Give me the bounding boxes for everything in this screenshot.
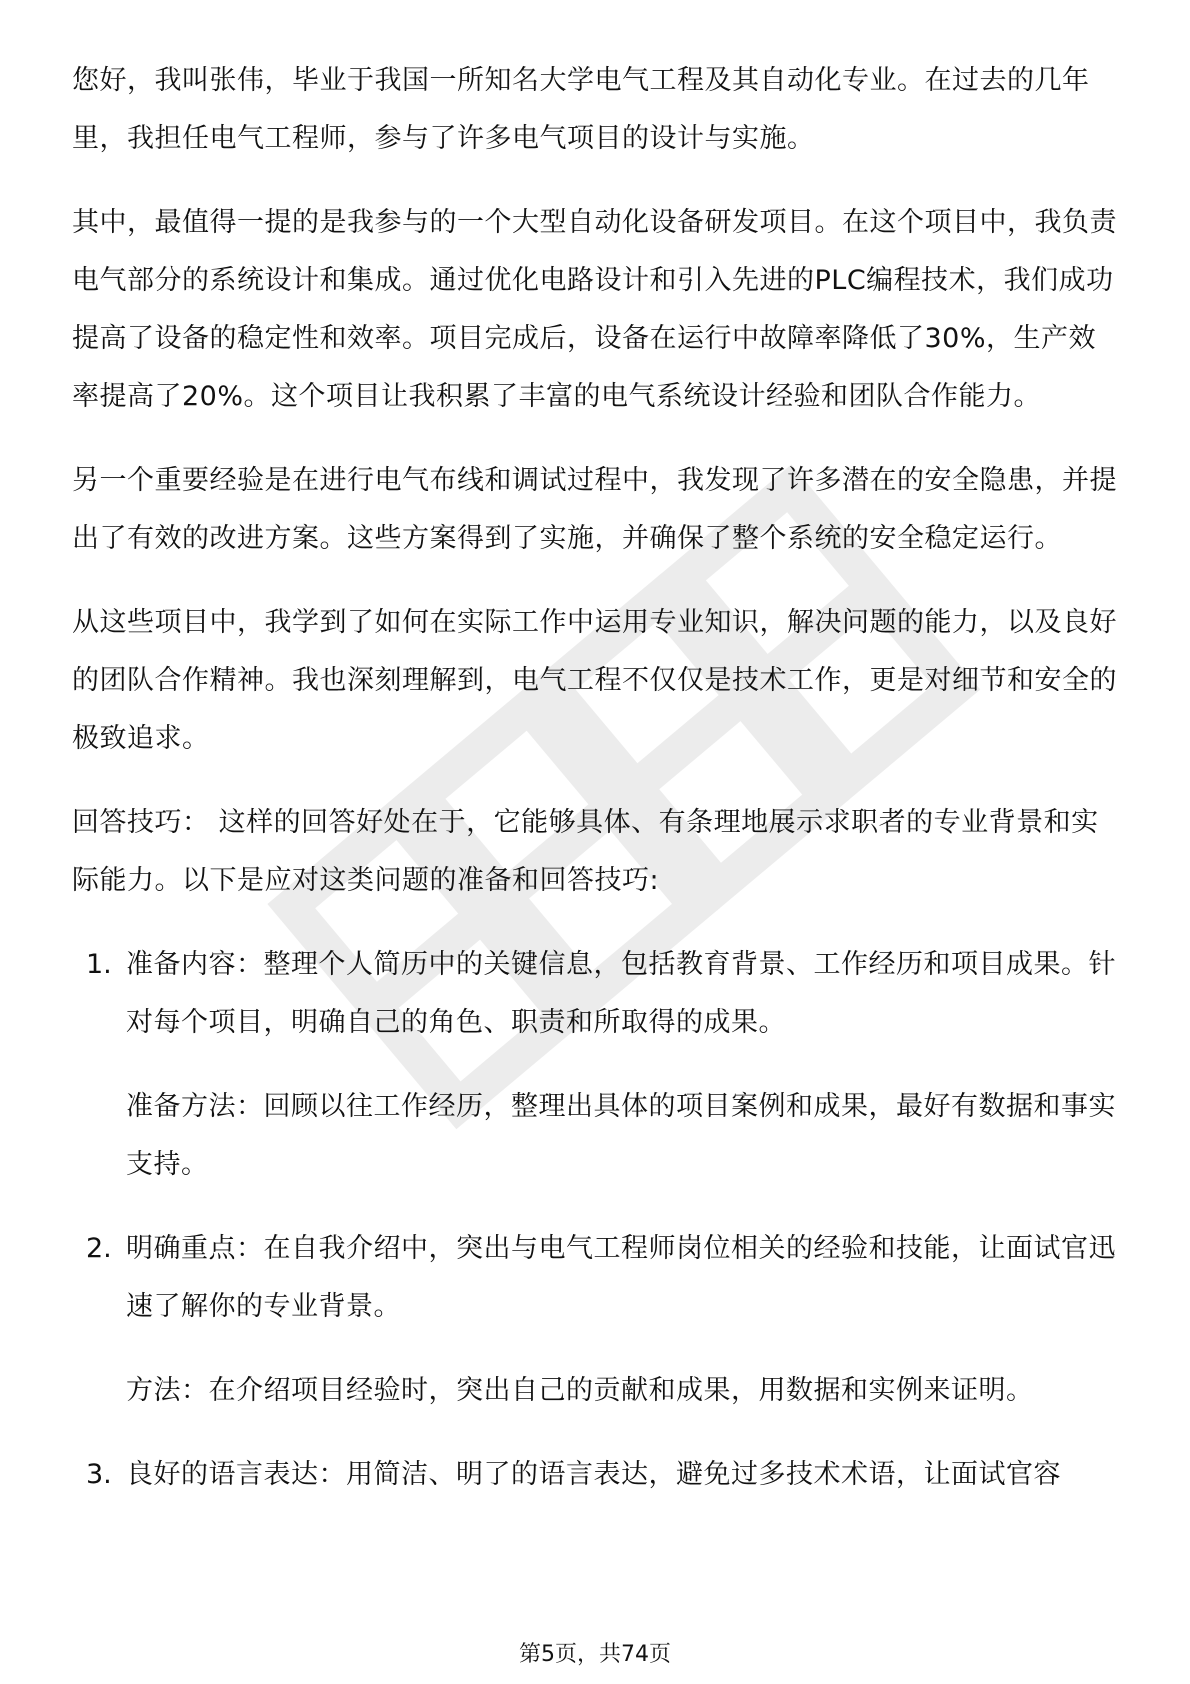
page-number-footer: 第5页，共74页 <box>519 1642 671 1667</box>
paragraph-intro: 您好，我叫张伟，毕业于我国一所知名大学电气工程及其自动化专业。在过去的几年里，我担任电气工程师，参与了许多电气项目的设计与实施。 <box>72 65 1090 154</box>
list-item-main: 明确重点：在自我介绍中，突出与电气工程师岗位相关的经验和技能，让面试官迅速了解你的专业背景。 <box>126 1233 1116 1322</box>
document-body <box>72 52 1122 1530</box>
paragraph-project: 其中，最值得一提的是我参与的一个大型自动化设备研发项目。在这个项目中，我负责电气部分的系统设计和集成。通过优化电路设计和引入先进的PLC编程技术，我们成功提高了设备的稳定性和效率。项目完成后，设备在运行中故障率降低了30%，生产效率提高了20%。这个项目让我积累了丰富的电气系统设计经验和团队合作能力。 <box>72 207 1117 412</box>
list-number: 1. <box>86 949 112 980</box>
paragraph-lessons: 从这些项目中，我学到了如何在实际工作中运用专业知识，解决问题的能力，以及良好的团队合作精神。我也深刻理解到，电气工程不仅仅是技术工作，更是对细节和安全的极致追求。 <box>72 607 1117 754</box>
paragraph-safety: 另一个重要经验是在进行电气布线和调试过程中，我发现了许多潜在的安全隐患，并提出了有效的改进方案。这些方案得到了实施，并确保了整个系统的安全稳定运行。 <box>72 465 1117 554</box>
list-number: 2. <box>86 1233 112 1264</box>
list-item-sub: 方法：在介绍项目经验时，突出自己的贡献和成果，用数据和实例来证明。 <box>126 1375 1034 1406</box>
list-item-main: 准备内容：整理个人简历中的关键信息，包括教育背景、工作经历和项目成果。针对每个项目，明确自己的角色、职责和所取得的成果。 <box>126 949 1116 1038</box>
list-item-main: 良好的语言表达：用简洁、明了的语言表达，避免过多技术术语，让面试官容 <box>126 1459 1061 1490</box>
list-item <box>72 1446 1122 1504</box>
list-number: 3. <box>86 1459 112 1490</box>
list-item-sub: 准备方法：回顾以往工作经历，整理出具体的项目案例和成果，最好有数据和事实支持。 <box>126 1091 1116 1180</box>
paragraph-tips-intro: 回答技巧： 这样的回答好处在于，它能够具体、有条理地展示求职者的专业背景和实际能力。以下是应对这类问题的准备和回答技巧: <box>72 807 1099 896</box>
list-item <box>72 936 1122 1194</box>
list-item <box>72 1220 1122 1420</box>
tips-list <box>72 936 1122 1504</box>
